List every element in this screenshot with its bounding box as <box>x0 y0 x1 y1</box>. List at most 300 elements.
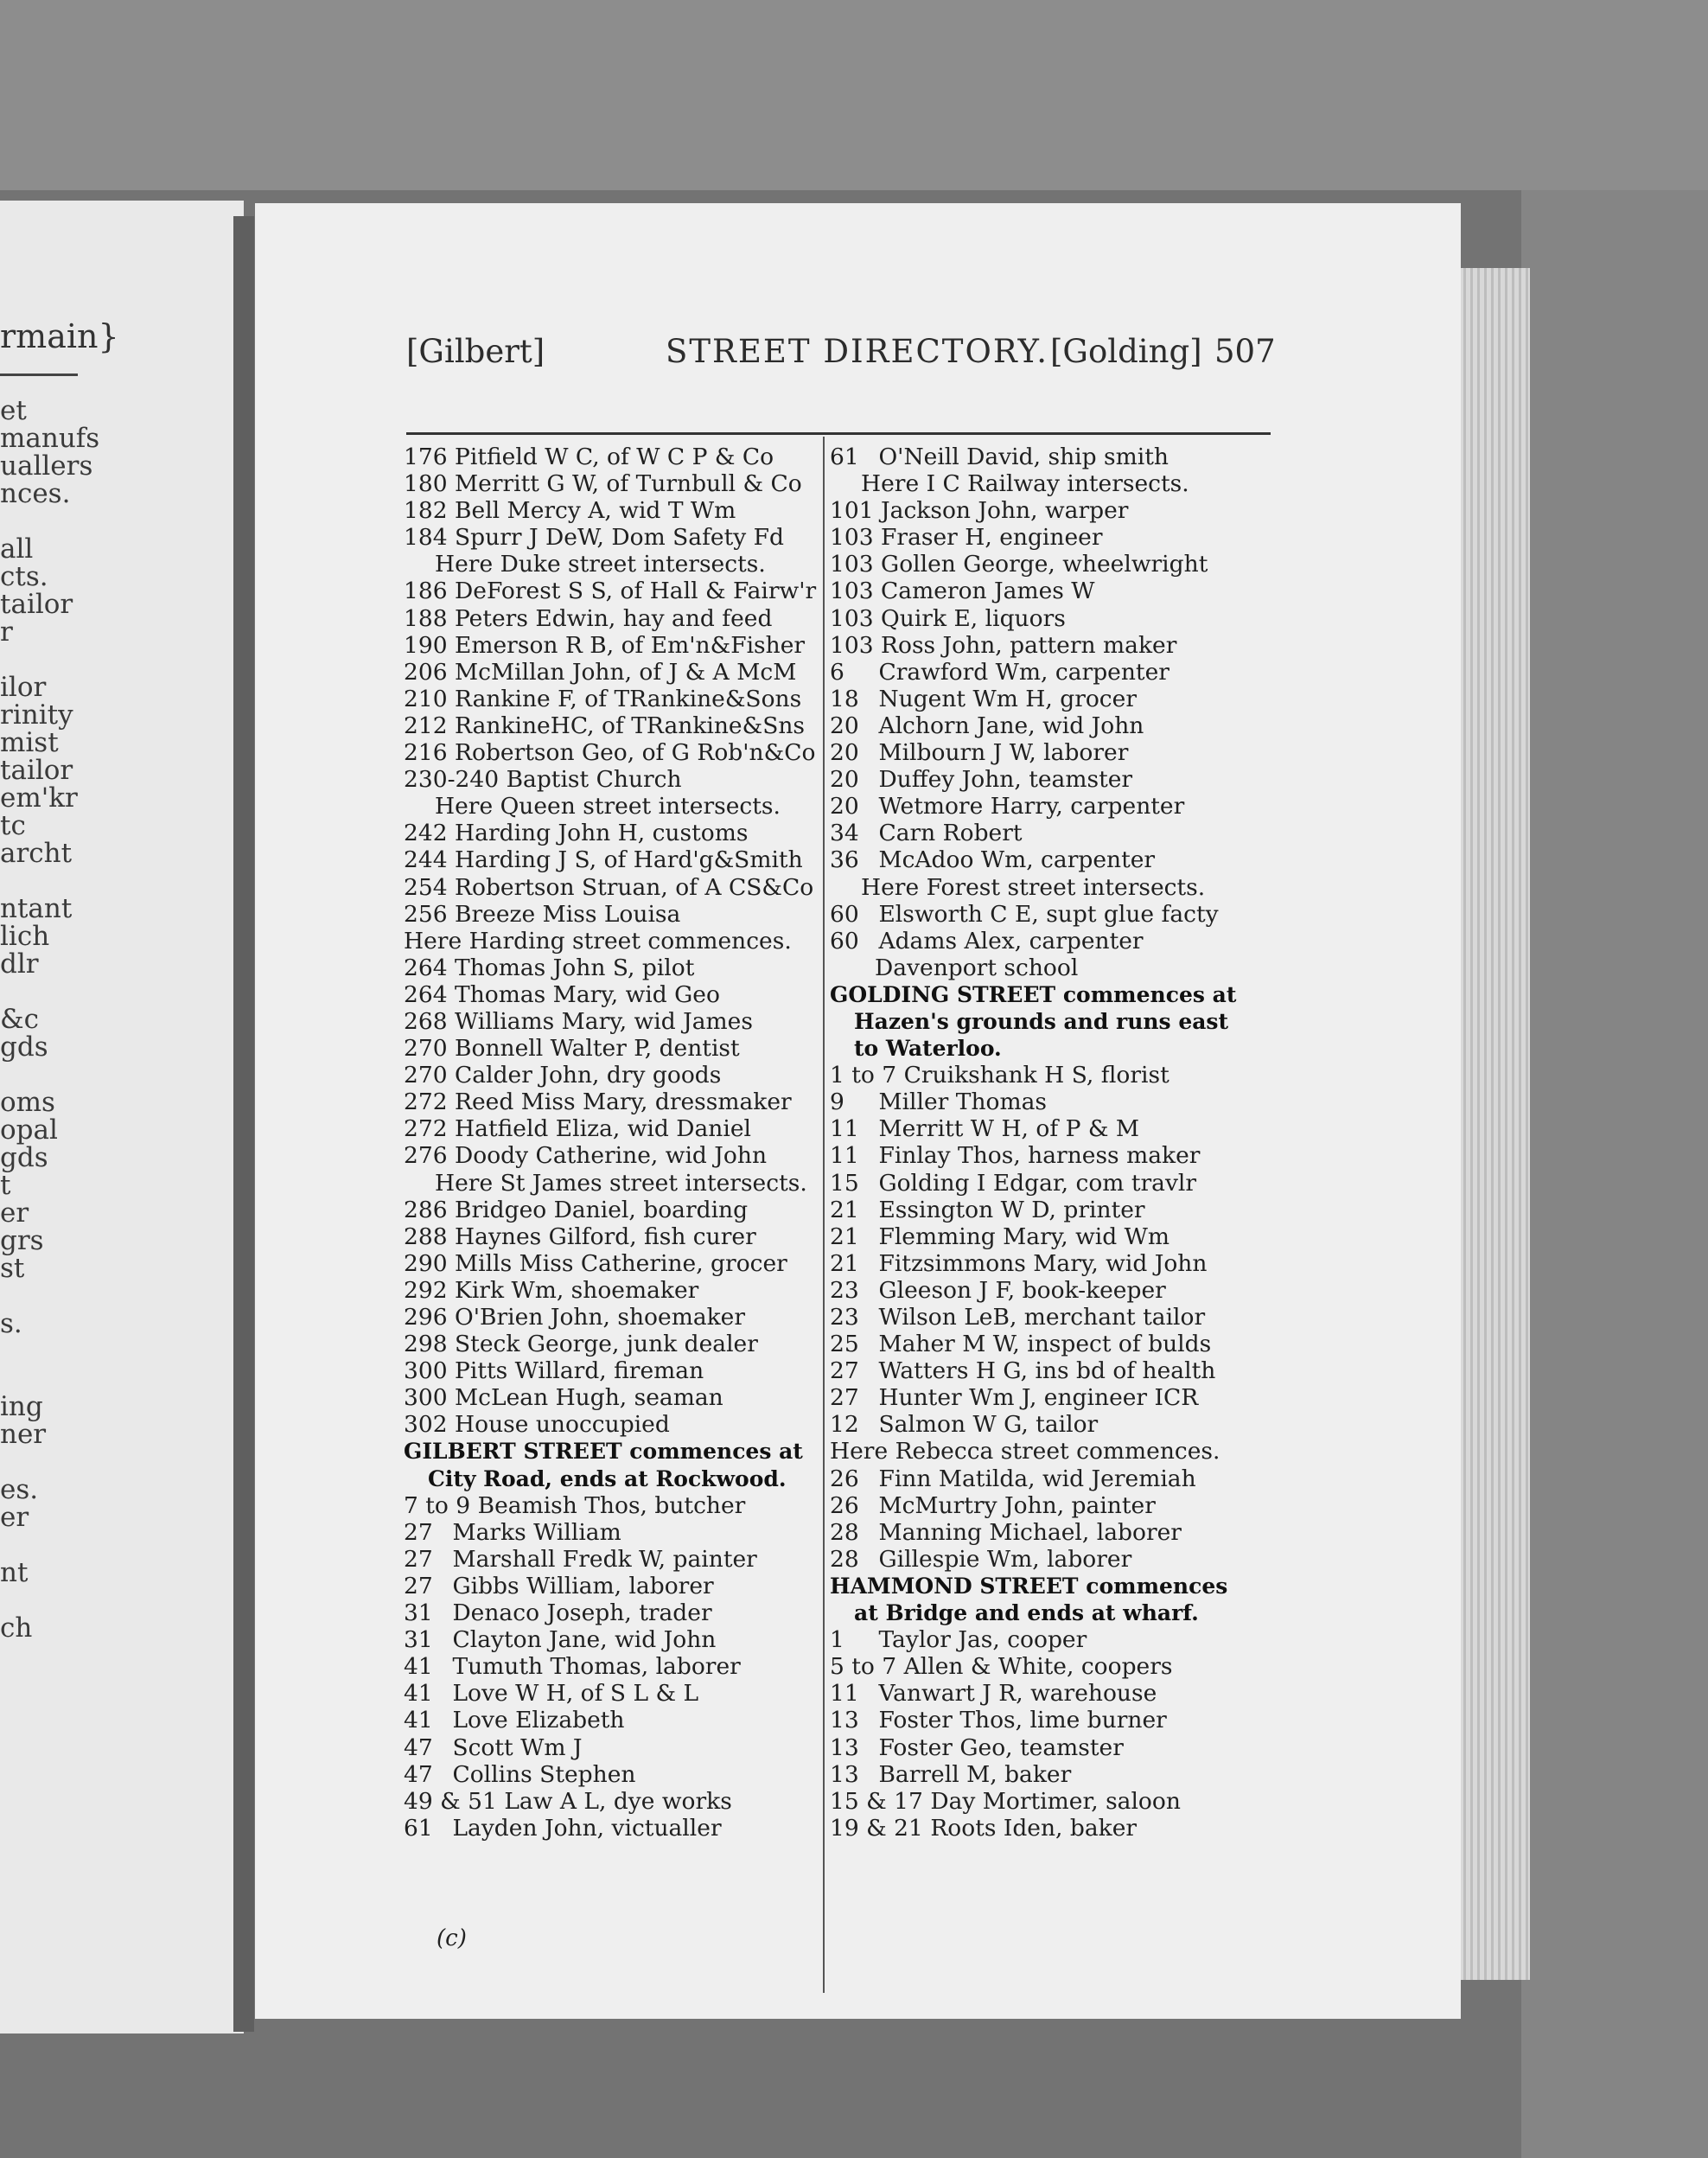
directory-entry <box>830 524 1284 551</box>
house-number: 21 <box>830 1249 859 1277</box>
street-intersection-note: Here I C Railway intersects. <box>861 470 1189 498</box>
resident-name: Marks William <box>452 1518 621 1546</box>
street-intersection-note: Here Forest street intersects. <box>861 873 1206 901</box>
directory-entry <box>404 1115 817 1142</box>
resident-name: Thomas John S, pilot <box>455 954 695 981</box>
background-top <box>0 0 1708 190</box>
directory-entry <box>830 1626 1284 1653</box>
resident-name: Harding J S, of Hard'g&Smith <box>455 846 803 874</box>
resident-name: Breeze Miss Louisa <box>455 900 681 928</box>
house-number: 212 <box>404 712 448 739</box>
previous-page-line: t <box>0 1170 11 1201</box>
house-number: 26 <box>830 1491 859 1519</box>
page-number: 507 <box>1214 333 1276 370</box>
house-number: 27 <box>404 1572 433 1599</box>
house-number: 15 <box>830 1169 859 1197</box>
directory-column-right <box>830 444 1284 1842</box>
previous-page-line: cts. <box>0 561 48 592</box>
directory-entry <box>404 874 817 901</box>
house-number: 11 <box>830 1680 859 1708</box>
resident-name: Day Mortimer, saloon <box>930 1787 1181 1815</box>
directory-entry <box>830 1277 1284 1304</box>
directory-entry <box>830 659 1284 686</box>
directory-entry <box>830 578 1284 604</box>
resident-name: Flemming Mary, wid Wm <box>878 1223 1169 1250</box>
resident-name: Maher M W, inspect of bulds <box>878 1331 1212 1358</box>
previous-page-line: tc <box>0 810 26 841</box>
resident-name: Wetmore Harry, carpenter <box>878 793 1185 820</box>
resident-name: Doody Catherine, wid John <box>455 1142 768 1170</box>
directory-entry <box>404 1142 817 1169</box>
resident-name: Barrell M, baker <box>878 1760 1072 1788</box>
directory-entry <box>830 1680 1284 1707</box>
directory-entry <box>830 1250 1284 1277</box>
resident-name: Denaco Joseph, trader <box>452 1599 712 1627</box>
previous-page-line: et <box>0 395 27 426</box>
previous-page-line: ing <box>0 1391 43 1422</box>
house-number: 61 <box>404 1814 433 1842</box>
directory-entry <box>404 686 817 712</box>
resident-name: Williams Mary, wid James <box>455 1007 753 1035</box>
house-number: 1 <box>830 1626 844 1654</box>
house-number: 103 <box>830 551 874 578</box>
directory-entry <box>404 1277 817 1304</box>
previous-page-line: nces. <box>0 478 71 509</box>
resident-name: O'Brien John, shoemaker <box>455 1304 746 1331</box>
directory-entry <box>830 686 1284 712</box>
house-number: 23 <box>830 1276 859 1304</box>
directory-entry <box>830 712 1284 739</box>
resident-name: Gillespie Wm, laborer <box>878 1545 1132 1573</box>
directory-entry <box>404 1680 817 1707</box>
resident-name: Fraser H, engineer <box>881 524 1103 552</box>
directory-entry <box>830 444 1284 470</box>
resident-name: RankineHC, of TRankine&Sns <box>455 712 806 739</box>
resident-name: Tumuth Thomas, laborer <box>452 1653 741 1681</box>
house-number: 270 <box>404 1035 448 1063</box>
directory-entry <box>830 1465 1284 1492</box>
directory-entry <box>404 1223 817 1250</box>
directory-entry <box>404 1197 817 1223</box>
house-number: 186 <box>404 578 448 605</box>
house-number: 41 <box>404 1680 433 1708</box>
directory-entry <box>830 1519 1284 1546</box>
street-heading-continuation: Hazen's grounds and runs east <box>854 1008 1229 1034</box>
street-intersection-note: Here St James street intersects. <box>435 1169 807 1197</box>
resident-name: Rankine F, of TRankine&Sons <box>455 685 802 712</box>
resident-name: McMurtry John, painter <box>878 1491 1156 1519</box>
house-number: 21 <box>830 1223 859 1250</box>
directory-entry <box>404 1626 817 1653</box>
house-number: 27 <box>830 1357 859 1385</box>
directory-entry <box>404 1357 817 1384</box>
previous-page-line: tailor <box>0 755 73 786</box>
resident-name: Salmon W G, tailor <box>878 1411 1099 1439</box>
house-number: 103 <box>830 524 874 552</box>
street-intersection-note: Here Harding street commences. <box>404 927 792 954</box>
directory-entry <box>404 901 817 928</box>
house-number: 276 <box>404 1142 448 1170</box>
header-rule <box>406 432 1271 435</box>
previous-page-line: dlr <box>0 948 39 980</box>
previous-page-line: ner <box>0 1419 47 1450</box>
house-number: 254 <box>404 873 448 901</box>
house-number: 184 <box>404 524 448 552</box>
resident-name: Marshall Fredk W, painter <box>452 1545 757 1573</box>
house-number: 18 <box>830 685 859 712</box>
resident-name: Crawford Wm, carpenter <box>878 658 1169 686</box>
house-number: 13 <box>830 1760 859 1788</box>
previous-page-line: lich <box>0 921 50 952</box>
directory-entry <box>404 1599 817 1626</box>
directory-entry <box>404 1707 817 1733</box>
house-number: 27 <box>830 1384 859 1412</box>
resident-name: Foster Thos, lime burner <box>878 1707 1167 1734</box>
directory-entry <box>404 846 817 873</box>
directory-entry <box>404 1384 817 1411</box>
resident-name: Gleeson J F, book-keeper <box>878 1276 1166 1304</box>
house-number: 36 <box>830 846 859 874</box>
resident-name: Bonnell Walter P, dentist <box>455 1035 740 1063</box>
house-number: 20 <box>830 712 859 739</box>
house-number: 6 <box>830 658 844 686</box>
directory-entry <box>404 1492 817 1519</box>
resident-name: Hunter Wm J, engineer ICR <box>878 1384 1199 1412</box>
street-heading: HAMMOND STREET commences <box>830 1573 1228 1599</box>
resident-name: Spurr J DeW, Dom Safety Fd <box>455 524 784 552</box>
resident-name: Manning Michael, laborer <box>878 1518 1182 1546</box>
resident-name: Peters Edwin, hay and feed <box>455 604 773 632</box>
house-number: 27 <box>404 1518 433 1546</box>
house-number: 270 <box>404 1062 448 1089</box>
directory-entry <box>404 578 817 604</box>
directory-entry <box>830 1170 1284 1197</box>
resident-name: Kirk Wm, shoemaker <box>455 1276 699 1304</box>
house-number: 286 <box>404 1196 448 1223</box>
house-number: 268 <box>404 1007 448 1035</box>
directory-entry <box>830 551 1284 578</box>
house-number: 292 <box>404 1276 448 1304</box>
house-number: 190 <box>404 631 448 659</box>
resident-name: Finlay Thos, harness maker <box>878 1142 1201 1170</box>
previous-page-rule <box>0 374 78 376</box>
directory-entry <box>404 524 817 551</box>
house-number: 19 & 21 <box>830 1814 923 1842</box>
resident-name: Baptist Church <box>506 766 682 794</box>
resident-name: Foster Geo, teamster <box>878 1733 1124 1761</box>
house-number: 25 <box>830 1331 859 1358</box>
resident-name: Miller Thomas <box>878 1089 1047 1116</box>
previous-page-line: &c <box>0 1004 39 1035</box>
previous-page-line: archt <box>0 838 73 869</box>
house-number: 13 <box>830 1707 859 1734</box>
house-number: 60 <box>830 900 859 928</box>
resident-name: Taylor Jas, cooper <box>878 1626 1087 1654</box>
previous-page-line: oms <box>0 1087 55 1118</box>
resident-name: Golding I Edgar, com travlr <box>878 1169 1197 1197</box>
previous-page-line: er <box>0 1502 29 1533</box>
directory-entry <box>404 605 817 632</box>
house-number: 1 to 7 <box>830 1062 897 1089</box>
previous-page-line: gds <box>0 1031 48 1063</box>
house-number: 176 <box>404 444 448 470</box>
house-number: 101 <box>830 497 874 525</box>
resident-name: Layden John, victualler <box>452 1814 722 1842</box>
directory-entry <box>830 1411 1284 1438</box>
house-number: 216 <box>404 739 448 767</box>
resident-name: Pitfield W C, of W C P & Co <box>455 444 774 470</box>
resident-name: Beamish Thos, butcher <box>477 1491 746 1519</box>
previous-page <box>0 201 244 2034</box>
resident-name: Roots Iden, baker <box>930 1814 1138 1842</box>
resident-name: Reed Miss Mary, dressmaker <box>455 1089 792 1116</box>
previous-page-line: es. <box>0 1474 39 1505</box>
resident-name: Collins Stephen <box>452 1760 636 1788</box>
street-intersection-note: Here Rebecca street commences. <box>830 1438 1220 1465</box>
column-divider <box>823 437 825 1993</box>
house-number: 47 <box>404 1733 433 1761</box>
directory-entry <box>830 497 1284 524</box>
background-right <box>1521 190 1708 2158</box>
resident-name: Ross John, pattern maker <box>881 631 1177 659</box>
directory-entry <box>830 1384 1284 1411</box>
resident-name: Gibbs William, laborer <box>452 1572 714 1599</box>
house-number: 298 <box>404 1331 448 1358</box>
resident-name: Pitts Willard, fireman <box>455 1357 704 1385</box>
house-number: 27 <box>404 1545 433 1573</box>
house-number: 20 <box>830 766 859 794</box>
resident-name: Robertson Struan, of A CS&Co <box>455 873 814 901</box>
resident-name: Milbourn J W, laborer <box>878 739 1129 767</box>
directory-entry <box>830 793 1284 820</box>
house-number: 15 & 17 <box>830 1787 923 1815</box>
previous-page-line: st <box>0 1253 25 1284</box>
directory-entry <box>404 820 817 846</box>
directory-entry <box>830 928 1284 954</box>
resident-name: Gollen George, wheelwright <box>881 551 1208 578</box>
directory-entry <box>404 712 817 739</box>
directory-entry <box>404 739 817 766</box>
directory-entry <box>830 632 1284 659</box>
directory-entry <box>404 444 817 470</box>
resident-name: Clayton Jane, wid John <box>452 1626 717 1654</box>
directory-entry <box>830 766 1284 793</box>
previous-page-line: er <box>0 1197 29 1229</box>
house-number: 13 <box>830 1733 859 1761</box>
street-heading-continuation: at Bridge and ends at wharf. <box>854 1600 1199 1626</box>
directory-entry <box>830 1815 1284 1842</box>
house-number: 210 <box>404 685 448 712</box>
house-number: 28 <box>830 1518 859 1546</box>
previous-page-line: tailor <box>0 589 73 620</box>
resident-name: Scott Wm J <box>452 1733 583 1761</box>
directory-entry <box>830 1357 1284 1384</box>
street-heading: GILBERT STREET commences at <box>404 1439 803 1465</box>
resident-name: Merritt G W, of Turnbull & Co <box>455 470 802 498</box>
resident-name: Wilson LeB, merchant tailor <box>878 1304 1206 1331</box>
directory-page <box>255 203 1461 2019</box>
directory-entry <box>830 1707 1284 1733</box>
resident-name: Elsworth C E, supt glue facty <box>878 900 1219 928</box>
directory-entry <box>404 1653 817 1680</box>
directory-entry <box>404 497 817 524</box>
directory-entry <box>404 632 817 659</box>
directory-entry <box>830 605 1284 632</box>
directory-entry <box>404 1761 817 1788</box>
street-heading-continuation: City Road, ends at Rockwood. <box>428 1465 787 1491</box>
resident-name: Quirk E, liquors <box>881 604 1066 632</box>
resident-name: Jackson John, warper <box>881 497 1129 525</box>
directory-entry <box>404 1250 817 1277</box>
directory-entry <box>830 1062 1284 1089</box>
directory-entry <box>830 1653 1284 1680</box>
street-intersection-note: Here Queen street intersects. <box>435 793 781 820</box>
house-number: 296 <box>404 1304 448 1331</box>
previous-page-line: rinity <box>0 699 73 731</box>
resident-name: Cruikshank H S, florist <box>903 1062 1169 1089</box>
page-title: STREET DIRECTORY. <box>666 333 1048 370</box>
resident-name: McMillan John, of J & A McM <box>455 658 797 686</box>
house-number: 182 <box>404 497 448 525</box>
directory-entry <box>404 766 817 793</box>
house-number: 272 <box>404 1089 448 1116</box>
directory-entry <box>404 954 817 981</box>
house-number: 264 <box>404 980 448 1008</box>
header-right-keyword: [Golding] <box>1050 333 1202 370</box>
house-number: 41 <box>404 1653 433 1681</box>
resident-name: Nugent Wm H, grocer <box>878 685 1138 712</box>
house-number: 12 <box>830 1411 859 1439</box>
resident-name: Steck George, junk dealer <box>455 1331 758 1358</box>
directory-entry <box>404 1331 817 1357</box>
resident-name: Love Elizabeth <box>452 1707 625 1734</box>
directory-entry <box>830 1331 1284 1357</box>
directory-entry <box>404 1035 817 1062</box>
house-number: 7 to 9 <box>404 1491 471 1519</box>
resident-name: Cameron James W <box>881 578 1095 605</box>
house-number: 288 <box>404 1223 448 1250</box>
house-number: 300 <box>404 1384 448 1412</box>
directory-entry <box>830 1761 1284 1788</box>
resident-name: Essington W D, printer <box>878 1196 1145 1223</box>
resident-name: Watters H G, ins bd of health <box>878 1357 1216 1385</box>
signature-mark: (c) <box>437 1925 467 1951</box>
resident-name: Hatfield Eliza, wid Daniel <box>455 1115 752 1143</box>
resident-name: House unoccupied <box>455 1411 670 1439</box>
directory-entry <box>404 981 817 1008</box>
house-number: 9 <box>830 1089 844 1116</box>
directory-entry <box>404 1573 817 1599</box>
directory-entry <box>404 1411 817 1438</box>
house-number: 21 <box>830 1196 859 1223</box>
directory-entry <box>404 1546 817 1573</box>
resident-name: Allen & White, coopers <box>903 1653 1173 1681</box>
resident-name: Carn Robert <box>878 820 1023 847</box>
house-number: 31 <box>404 1599 433 1627</box>
resident-name: McAdoo Wm, carpenter <box>878 846 1156 874</box>
directory-entry <box>404 1519 817 1546</box>
directory-entry <box>830 1492 1284 1519</box>
directory-entry <box>830 1788 1284 1815</box>
house-number: 180 <box>404 470 448 498</box>
house-number: 103 <box>830 604 874 632</box>
resident-name: Adams Alex, carpenter <box>878 927 1144 954</box>
resident-name: McLean Hugh, seaman <box>455 1384 723 1412</box>
house-number: 11 <box>830 1115 859 1143</box>
resident-name: DeForest S S, of Hall & Fairw'r <box>455 578 817 605</box>
directory-entry <box>830 739 1284 766</box>
directory-entry <box>830 1197 1284 1223</box>
resident-name: Fitzsimmons Mary, wid John <box>878 1249 1208 1277</box>
previous-page-line: ntant <box>0 893 73 924</box>
resident-name: Bridgeo Daniel, boarding <box>455 1196 749 1223</box>
house-number: 103 <box>830 631 874 659</box>
resident-name: Merritt W H, of P & M <box>878 1115 1139 1143</box>
previous-page-line: ch <box>0 1612 33 1644</box>
resident-name: Harding John H, customs <box>455 820 749 847</box>
house-number: 206 <box>404 658 448 686</box>
directory-entry <box>830 846 1284 873</box>
house-number: 31 <box>404 1626 433 1654</box>
resident-name: Calder John, dry goods <box>455 1062 722 1089</box>
previous-page-line: opal <box>0 1114 58 1146</box>
resident-name: Haynes Gilford, fish curer <box>455 1223 756 1250</box>
directory-entry <box>830 1142 1284 1169</box>
house-number: 230-240 <box>404 766 500 794</box>
header-left-keyword: [Gilbert] <box>406 333 545 370</box>
house-number: 26 <box>830 1465 859 1492</box>
directory-entry <box>404 470 817 497</box>
directory-entry <box>404 1008 817 1035</box>
house-number: 256 <box>404 900 448 928</box>
house-number: 264 <box>404 954 448 981</box>
house-number: 47 <box>404 1760 433 1788</box>
directory-entry <box>404 1734 817 1761</box>
previous-page-line: grs <box>0 1225 44 1256</box>
directory-entry <box>830 1546 1284 1573</box>
directory-entry <box>830 1089 1284 1115</box>
directory-entry <box>830 901 1284 928</box>
house-number: 61 <box>830 444 859 470</box>
directory-entry <box>404 1062 817 1089</box>
directory-entry <box>830 1304 1284 1331</box>
directory-entry <box>404 1304 817 1331</box>
house-number: 20 <box>830 739 859 767</box>
house-number: 272 <box>404 1115 448 1143</box>
house-number: 302 <box>404 1411 448 1439</box>
house-number: 103 <box>830 578 874 605</box>
house-number: 290 <box>404 1249 448 1277</box>
directory-entry <box>404 1089 817 1115</box>
resident-name: Bell Mercy A, wid T Wm <box>455 497 736 525</box>
house-number: 41 <box>404 1707 433 1734</box>
resident-name: Thomas Mary, wid Geo <box>455 980 720 1008</box>
house-number: 60 <box>830 927 859 954</box>
house-number: 188 <box>404 604 448 632</box>
house-number: 300 <box>404 1357 448 1385</box>
house-number: 11 <box>830 1142 859 1170</box>
previous-page-line: r <box>0 616 13 648</box>
previous-page-line: mist <box>0 727 59 758</box>
previous-page-line: uallers <box>0 450 93 482</box>
street-heading-continuation: to Waterloo. <box>854 1036 1002 1062</box>
house-number: 34 <box>830 820 859 847</box>
directory-entry-continuation: Davenport school <box>875 954 1079 981</box>
resident-name: Finn Matilda, wid Jeremiah <box>878 1465 1196 1492</box>
resident-name: O'Neill David, ship smith <box>878 444 1169 470</box>
resident-name: Law A L, dye works <box>504 1787 732 1815</box>
previous-page-line: gds <box>0 1142 48 1173</box>
